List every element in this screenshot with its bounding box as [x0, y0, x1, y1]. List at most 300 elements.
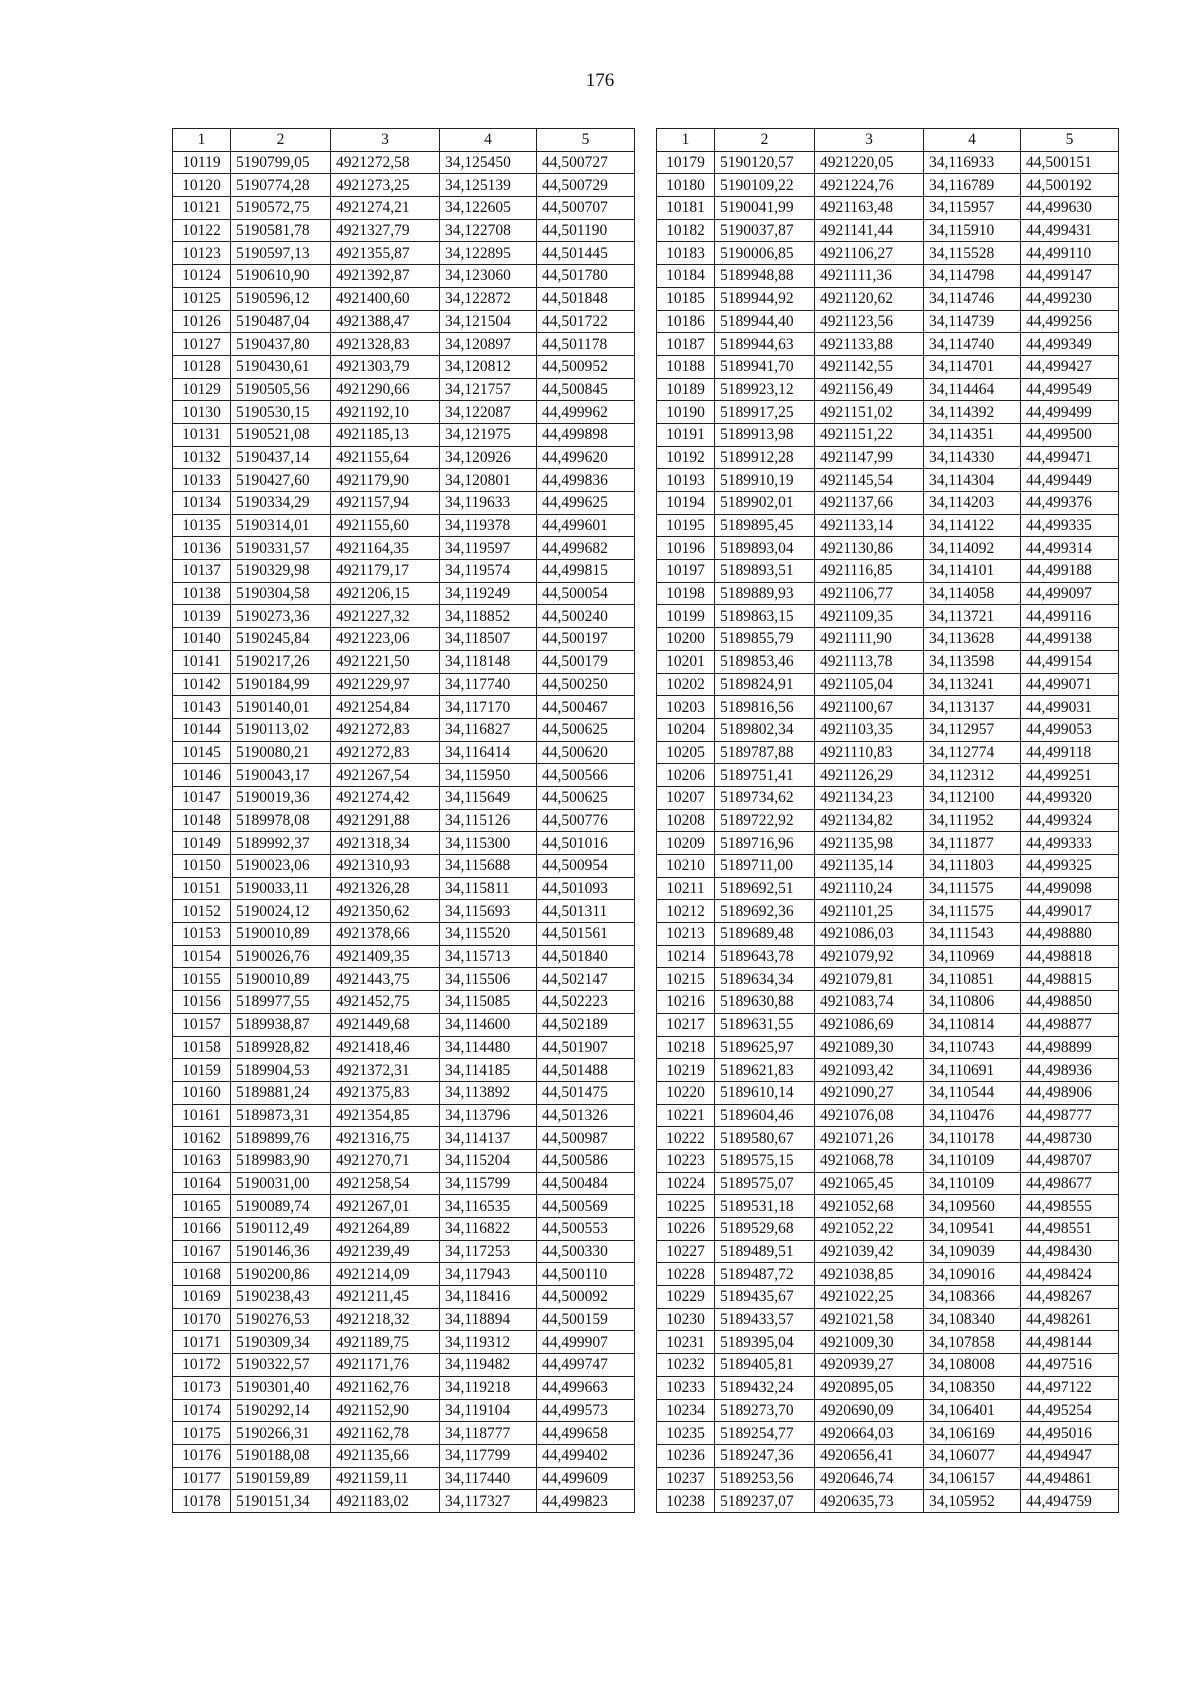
point-number-cell: 10203 [657, 696, 715, 719]
point-number-cell: 10150 [173, 855, 231, 878]
coordinates-table-right [656, 128, 1119, 1513]
longitude-cell: 34,114600 [440, 1013, 537, 1036]
latitude-cell: 44,500625 [537, 718, 635, 741]
column-header-3: 3 [815, 129, 924, 152]
longitude-cell: 34,122895 [440, 242, 537, 265]
longitude-cell: 34,110691 [924, 1059, 1021, 1082]
longitude-cell: 34,119597 [440, 537, 537, 560]
table-body [173, 151, 635, 1512]
x-coordinate-cell: 5189941,70 [715, 355, 815, 378]
longitude-cell: 34,116933 [924, 151, 1021, 174]
x-coordinate-cell: 5189273,70 [715, 1399, 815, 1422]
point-number-cell: 10145 [173, 741, 231, 764]
latitude-cell: 44,500240 [537, 605, 635, 628]
point-number-cell: 10213 [657, 923, 715, 946]
x-coordinate-cell: 5190026,76 [231, 945, 331, 968]
y-coordinate-cell: 4921120,62 [815, 287, 924, 310]
latitude-cell: 44,500729 [537, 174, 635, 197]
point-number-cell: 10139 [173, 605, 231, 628]
longitude-cell: 34,115799 [440, 1172, 537, 1195]
latitude-cell: 44,500776 [537, 809, 635, 832]
latitude-cell: 44,501780 [537, 265, 635, 288]
latitude-cell: 44,499349 [1021, 333, 1119, 356]
y-coordinate-cell: 4921141,44 [815, 219, 924, 242]
table-row [173, 242, 635, 265]
y-coordinate-cell: 4921239,49 [331, 1240, 440, 1263]
point-number-cell: 10224 [657, 1172, 715, 1195]
point-number-cell: 10198 [657, 582, 715, 605]
point-number-cell: 10164 [173, 1172, 231, 1195]
point-number-cell: 10158 [173, 1036, 231, 1059]
latitude-cell: 44,498880 [1021, 923, 1119, 946]
table-row [657, 265, 1119, 288]
longitude-cell: 34,122605 [440, 197, 537, 220]
x-coordinate-cell: 5190120,57 [715, 151, 815, 174]
header-row [173, 129, 635, 152]
longitude-cell: 34,115520 [440, 923, 537, 946]
longitude-cell: 34,119482 [440, 1354, 537, 1377]
x-coordinate-cell: 5190597,13 [231, 242, 331, 265]
latitude-cell: 44,499823 [537, 1490, 635, 1513]
table-row [657, 219, 1119, 242]
y-coordinate-cell: 4921162,76 [331, 1376, 440, 1399]
table-row [657, 423, 1119, 446]
x-coordinate-cell: 5189824,91 [715, 673, 815, 696]
longitude-cell: 34,123060 [440, 265, 537, 288]
table-row [173, 1127, 635, 1150]
longitude-cell: 34,110743 [924, 1036, 1021, 1059]
x-coordinate-cell: 5189604,46 [715, 1104, 815, 1127]
y-coordinate-cell: 4921272,83 [331, 718, 440, 741]
table-row [173, 945, 635, 968]
x-coordinate-cell: 5190437,14 [231, 446, 331, 469]
latitude-cell: 44,499601 [537, 514, 635, 537]
table-row [657, 900, 1119, 923]
table-row [173, 1331, 635, 1354]
table-row [657, 492, 1119, 515]
latitude-cell: 44,499815 [537, 560, 635, 583]
table-row [657, 560, 1119, 583]
latitude-cell: 44,500620 [537, 741, 635, 764]
longitude-cell: 34,121504 [440, 310, 537, 333]
point-number-cell: 10155 [173, 968, 231, 991]
point-number-cell: 10121 [173, 197, 231, 220]
latitude-cell: 44,501722 [537, 310, 635, 333]
latitude-cell: 44,498261 [1021, 1308, 1119, 1331]
y-coordinate-cell: 4921086,69 [815, 1013, 924, 1036]
y-coordinate-cell: 4921137,66 [815, 492, 924, 515]
x-coordinate-cell: 5189254,77 [715, 1422, 815, 1445]
point-number-cell: 10182 [657, 219, 715, 242]
table-row [657, 605, 1119, 628]
point-number-cell: 10207 [657, 786, 715, 809]
y-coordinate-cell: 4921039,42 [815, 1240, 924, 1263]
latitude-cell: 44,500569 [537, 1195, 635, 1218]
longitude-cell: 34,125139 [440, 174, 537, 197]
y-coordinate-cell: 4921350,62 [331, 900, 440, 923]
table-row [173, 968, 635, 991]
y-coordinate-cell: 4921090,27 [815, 1081, 924, 1104]
longitude-cell: 34,114740 [924, 333, 1021, 356]
y-coordinate-cell: 4921065,45 [815, 1172, 924, 1195]
point-number-cell: 10173 [173, 1376, 231, 1399]
longitude-cell: 34,120801 [440, 469, 537, 492]
table-row [657, 174, 1119, 197]
longitude-cell: 34,110109 [924, 1149, 1021, 1172]
x-coordinate-cell: 5189610,14 [715, 1081, 815, 1104]
x-coordinate-cell: 5190024,12 [231, 900, 331, 923]
y-coordinate-cell: 4921418,46 [331, 1036, 440, 1059]
y-coordinate-cell: 4921009,30 [815, 1331, 924, 1354]
y-coordinate-cell: 4921105,04 [815, 673, 924, 696]
longitude-cell: 34,114137 [440, 1127, 537, 1150]
table-row [657, 991, 1119, 1014]
point-number-cell: 10144 [173, 718, 231, 741]
x-coordinate-cell: 5189944,40 [715, 310, 815, 333]
longitude-cell: 34,114122 [924, 514, 1021, 537]
table-row [173, 832, 635, 855]
x-coordinate-cell: 5189923,12 [715, 378, 815, 401]
point-number-cell: 10212 [657, 900, 715, 923]
longitude-cell: 34,114464 [924, 378, 1021, 401]
point-number-cell: 10176 [173, 1444, 231, 1467]
x-coordinate-cell: 5190010,89 [231, 968, 331, 991]
longitude-cell: 34,115713 [440, 945, 537, 968]
x-coordinate-cell: 5189433,57 [715, 1308, 815, 1331]
x-coordinate-cell: 5190309,34 [231, 1331, 331, 1354]
y-coordinate-cell: 4921123,56 [815, 310, 924, 333]
point-number-cell: 10133 [173, 469, 231, 492]
y-coordinate-cell: 4921192,10 [331, 401, 440, 424]
x-coordinate-cell: 5189711,00 [715, 855, 815, 878]
longitude-cell: 34,110476 [924, 1104, 1021, 1127]
point-number-cell: 10137 [173, 560, 231, 583]
x-coordinate-cell: 5189889,93 [715, 582, 815, 605]
table-row [657, 378, 1119, 401]
table-row [657, 764, 1119, 787]
x-coordinate-cell: 5189938,87 [231, 1013, 331, 1036]
point-number-cell: 10152 [173, 900, 231, 923]
point-number-cell: 10218 [657, 1036, 715, 1059]
y-coordinate-cell: 4921135,66 [331, 1444, 440, 1467]
latitude-cell: 44,498424 [1021, 1263, 1119, 1286]
point-number-cell: 10204 [657, 718, 715, 741]
table-row [173, 1467, 635, 1490]
longitude-cell: 34,109016 [924, 1263, 1021, 1286]
x-coordinate-cell: 5189405,81 [715, 1354, 815, 1377]
point-number-cell: 10210 [657, 855, 715, 878]
point-number-cell: 10154 [173, 945, 231, 968]
y-coordinate-cell: 4921106,77 [815, 582, 924, 605]
latitude-cell: 44,499962 [537, 401, 635, 424]
table-row [657, 582, 1119, 605]
x-coordinate-cell: 5189716,96 [715, 832, 815, 855]
y-coordinate-cell: 4921211,45 [331, 1286, 440, 1309]
longitude-cell: 34,109039 [924, 1240, 1021, 1263]
longitude-cell: 34,121975 [440, 423, 537, 446]
y-coordinate-cell: 4921206,15 [331, 582, 440, 605]
table-row [657, 673, 1119, 696]
point-number-cell: 10236 [657, 1444, 715, 1467]
latitude-cell: 44,501907 [537, 1036, 635, 1059]
point-number-cell: 10168 [173, 1263, 231, 1286]
table-row [173, 378, 635, 401]
y-coordinate-cell: 4921388,47 [331, 310, 440, 333]
x-coordinate-cell: 5190140,01 [231, 696, 331, 719]
latitude-cell: 44,500092 [537, 1286, 635, 1309]
y-coordinate-cell: 4921111,36 [815, 265, 924, 288]
x-coordinate-cell: 5190521,08 [231, 423, 331, 446]
latitude-cell: 44,499431 [1021, 219, 1119, 242]
y-coordinate-cell: 4921155,60 [331, 514, 440, 537]
header-row [657, 129, 1119, 152]
y-coordinate-cell: 4921400,60 [331, 287, 440, 310]
y-coordinate-cell: 4921258,54 [331, 1172, 440, 1195]
x-coordinate-cell: 5190505,56 [231, 378, 331, 401]
table-row [657, 537, 1119, 560]
latitude-cell: 44,502223 [537, 991, 635, 1014]
longitude-cell: 34,117327 [440, 1490, 537, 1513]
table-row [173, 1422, 635, 1445]
longitude-cell: 34,115528 [924, 242, 1021, 265]
table-row [173, 605, 635, 628]
latitude-cell: 44,500484 [537, 1172, 635, 1195]
point-number-cell: 10146 [173, 764, 231, 787]
point-number-cell: 10211 [657, 877, 715, 900]
y-coordinate-cell: 4921327,79 [331, 219, 440, 242]
point-number-cell: 10225 [657, 1195, 715, 1218]
latitude-cell: 44,500954 [537, 855, 635, 878]
x-coordinate-cell: 5189237,07 [715, 1490, 815, 1513]
y-coordinate-cell: 4921272,83 [331, 741, 440, 764]
latitude-cell: 44,501093 [537, 877, 635, 900]
point-number-cell: 10119 [173, 151, 231, 174]
point-number-cell: 10142 [173, 673, 231, 696]
latitude-cell: 44,498267 [1021, 1286, 1119, 1309]
latitude-cell: 44,499402 [537, 1444, 635, 1467]
table-row [657, 401, 1119, 424]
latitude-cell: 44,501561 [537, 923, 635, 946]
longitude-cell: 34,111877 [924, 832, 1021, 855]
table-row [657, 718, 1119, 741]
point-number-cell: 10194 [657, 492, 715, 515]
table-row [657, 242, 1119, 265]
x-coordinate-cell: 5189253,56 [715, 1467, 815, 1490]
table-row [173, 582, 635, 605]
point-number-cell: 10166 [173, 1218, 231, 1241]
latitude-cell: 44,498430 [1021, 1240, 1119, 1263]
table-row [173, 1308, 635, 1331]
point-number-cell: 10147 [173, 786, 231, 809]
y-coordinate-cell: 4921378,66 [331, 923, 440, 946]
y-coordinate-cell: 4921156,49 [815, 378, 924, 401]
y-coordinate-cell: 4921185,13 [331, 423, 440, 446]
longitude-cell: 34,115300 [440, 832, 537, 855]
point-number-cell: 10148 [173, 809, 231, 832]
latitude-cell: 44,499053 [1021, 718, 1119, 741]
table-row [173, 265, 635, 288]
x-coordinate-cell: 5190146,36 [231, 1240, 331, 1263]
table-row [173, 855, 635, 878]
table-row [173, 537, 635, 560]
y-coordinate-cell: 4921089,30 [815, 1036, 924, 1059]
longitude-cell: 34,115950 [440, 764, 537, 787]
y-coordinate-cell: 4921229,97 [331, 673, 440, 696]
table-row [657, 650, 1119, 673]
table-row [657, 786, 1119, 809]
latitude-cell: 44,500952 [537, 355, 635, 378]
point-number-cell: 10197 [657, 560, 715, 583]
column-header-1: 1 [657, 129, 715, 152]
longitude-cell: 34,122872 [440, 287, 537, 310]
table-row [657, 1286, 1119, 1309]
table-row [173, 923, 635, 946]
y-coordinate-cell: 4921130,86 [815, 537, 924, 560]
point-number-cell: 10123 [173, 242, 231, 265]
latitude-cell: 44,500566 [537, 764, 635, 787]
latitude-cell: 44,500727 [537, 151, 635, 174]
longitude-cell: 34,110544 [924, 1081, 1021, 1104]
latitude-cell: 44,499747 [537, 1354, 635, 1377]
column-header-2: 2 [715, 129, 815, 152]
table-row [173, 1376, 635, 1399]
longitude-cell: 34,119218 [440, 1376, 537, 1399]
x-coordinate-cell: 5189944,63 [715, 333, 815, 356]
y-coordinate-cell: 4921443,75 [331, 968, 440, 991]
x-coordinate-cell: 5190041,99 [715, 197, 815, 220]
latitude-cell: 44,499314 [1021, 537, 1119, 560]
x-coordinate-cell: 5190245,84 [231, 628, 331, 651]
y-coordinate-cell: 4921068,78 [815, 1149, 924, 1172]
table-row [657, 877, 1119, 900]
point-number-cell: 10151 [173, 877, 231, 900]
y-coordinate-cell: 4921409,35 [331, 945, 440, 968]
table-row [173, 287, 635, 310]
point-number-cell: 10190 [657, 401, 715, 424]
longitude-cell: 34,113137 [924, 696, 1021, 719]
point-number-cell: 10189 [657, 378, 715, 401]
table-row [657, 1036, 1119, 1059]
x-coordinate-cell: 5189435,67 [715, 1286, 815, 1309]
longitude-cell: 34,118416 [440, 1286, 537, 1309]
latitude-cell: 44,499333 [1021, 832, 1119, 855]
point-number-cell: 10126 [173, 310, 231, 333]
table-row [657, 1399, 1119, 1422]
x-coordinate-cell: 5190217,26 [231, 650, 331, 673]
y-coordinate-cell: 4921273,25 [331, 174, 440, 197]
table-row [173, 310, 635, 333]
point-number-cell: 10128 [173, 355, 231, 378]
latitude-cell: 44,499573 [537, 1399, 635, 1422]
latitude-cell: 44,499376 [1021, 492, 1119, 515]
latitude-cell: 44,500151 [1021, 151, 1119, 174]
x-coordinate-cell: 5190334,29 [231, 492, 331, 515]
x-coordinate-cell: 5189912,28 [715, 446, 815, 469]
longitude-cell: 34,113892 [440, 1081, 537, 1104]
latitude-cell: 44,498551 [1021, 1218, 1119, 1241]
x-coordinate-cell: 5189580,67 [715, 1127, 815, 1150]
point-number-cell: 10217 [657, 1013, 715, 1036]
longitude-cell: 34,119104 [440, 1399, 537, 1422]
x-coordinate-cell: 5190006,85 [715, 242, 815, 265]
point-number-cell: 10129 [173, 378, 231, 401]
x-coordinate-cell: 5190031,00 [231, 1172, 331, 1195]
x-coordinate-cell: 5189977,55 [231, 991, 331, 1014]
latitude-cell: 44,500110 [537, 1263, 635, 1286]
latitude-cell: 44,499071 [1021, 673, 1119, 696]
table-row [657, 469, 1119, 492]
x-coordinate-cell: 5189621,83 [715, 1059, 815, 1082]
latitude-cell: 44,501016 [537, 832, 635, 855]
x-coordinate-cell: 5190010,89 [231, 923, 331, 946]
point-number-cell: 10159 [173, 1059, 231, 1082]
longitude-cell: 34,106401 [924, 1399, 1021, 1422]
y-coordinate-cell: 4921354,85 [331, 1104, 440, 1127]
y-coordinate-cell: 4921151,22 [815, 423, 924, 446]
point-number-cell: 10201 [657, 650, 715, 673]
point-number-cell: 10216 [657, 991, 715, 1014]
x-coordinate-cell: 5189575,07 [715, 1172, 815, 1195]
table-row [173, 1172, 635, 1195]
latitude-cell: 44,500845 [537, 378, 635, 401]
y-coordinate-cell: 4921310,93 [331, 855, 440, 878]
y-coordinate-cell: 4921183,02 [331, 1490, 440, 1513]
longitude-cell: 34,110814 [924, 1013, 1021, 1036]
latitude-cell: 44,500987 [537, 1127, 635, 1150]
x-coordinate-cell: 5190292,14 [231, 1399, 331, 1422]
y-coordinate-cell: 4921452,75 [331, 991, 440, 1014]
longitude-cell: 34,107858 [924, 1331, 1021, 1354]
table-row [657, 1422, 1119, 1445]
y-coordinate-cell: 4921052,22 [815, 1218, 924, 1241]
y-coordinate-cell: 4921224,76 [815, 174, 924, 197]
y-coordinate-cell: 4920646,74 [815, 1467, 924, 1490]
column-header-3: 3 [331, 129, 440, 152]
longitude-cell: 34,110969 [924, 945, 1021, 968]
x-coordinate-cell: 5190184,99 [231, 673, 331, 696]
latitude-cell: 44,498707 [1021, 1149, 1119, 1172]
x-coordinate-cell: 5190331,57 [231, 537, 331, 560]
x-coordinate-cell: 5189631,55 [715, 1013, 815, 1036]
x-coordinate-cell: 5189899,76 [231, 1127, 331, 1150]
longitude-cell: 34,117799 [440, 1444, 537, 1467]
longitude-cell: 34,116822 [440, 1218, 537, 1241]
latitude-cell: 44,501848 [537, 287, 635, 310]
longitude-cell: 34,115811 [440, 877, 537, 900]
longitude-cell: 34,115649 [440, 786, 537, 809]
table-row [657, 1444, 1119, 1467]
table-row [657, 1149, 1119, 1172]
x-coordinate-cell: 5189630,88 [715, 991, 815, 1014]
longitude-cell: 34,113628 [924, 628, 1021, 651]
x-coordinate-cell: 5189432,24 [715, 1376, 815, 1399]
longitude-cell: 34,110109 [924, 1172, 1021, 1195]
table-row [657, 1376, 1119, 1399]
longitude-cell: 34,110806 [924, 991, 1021, 1014]
y-coordinate-cell: 4920635,73 [815, 1490, 924, 1513]
x-coordinate-cell: 5189881,24 [231, 1081, 331, 1104]
point-number-cell: 10167 [173, 1240, 231, 1263]
latitude-cell: 44,500586 [537, 1149, 635, 1172]
table-row [173, 1036, 635, 1059]
table-row [657, 1172, 1119, 1195]
latitude-cell: 44,499620 [537, 446, 635, 469]
latitude-cell: 44,499427 [1021, 355, 1119, 378]
y-coordinate-cell: 4921254,84 [331, 696, 440, 719]
point-number-cell: 10205 [657, 741, 715, 764]
y-coordinate-cell: 4921267,01 [331, 1195, 440, 1218]
x-coordinate-cell: 5190799,05 [231, 151, 331, 174]
